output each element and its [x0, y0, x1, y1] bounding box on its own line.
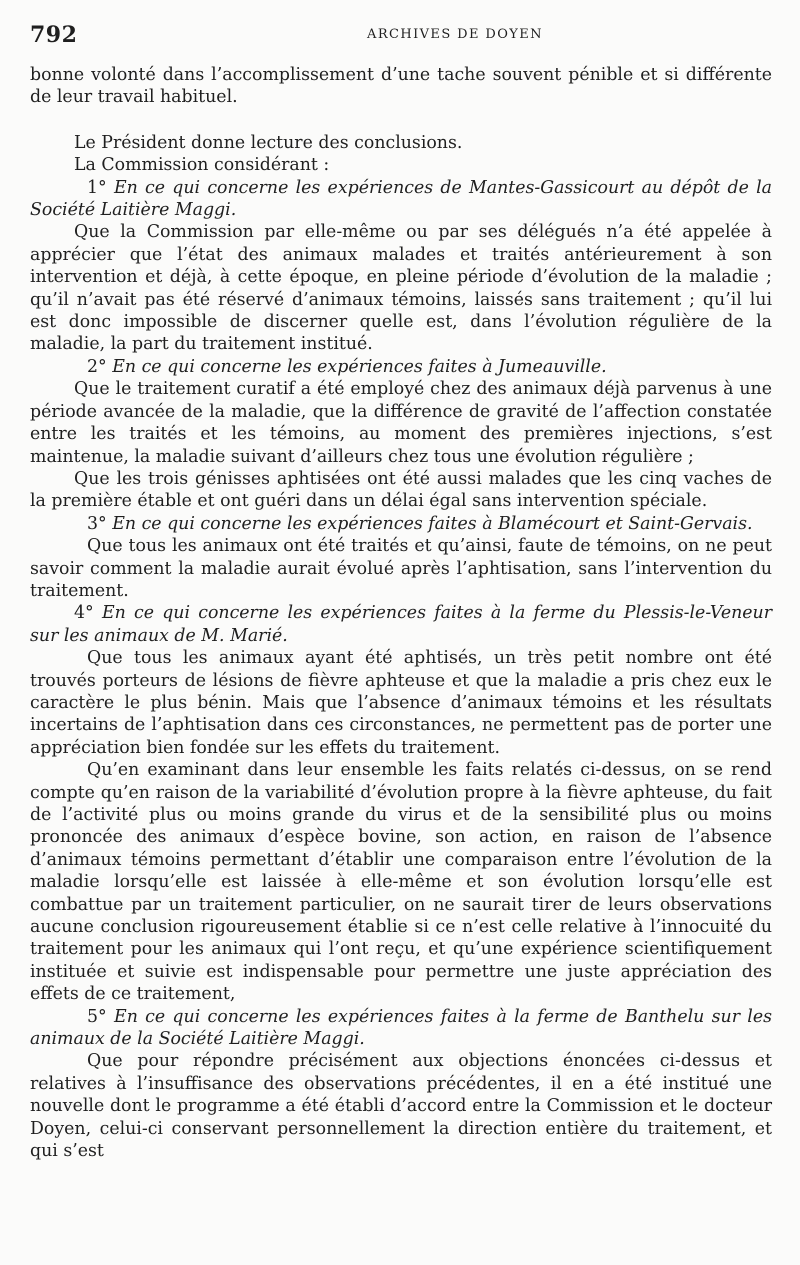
section-heading-4	[30, 602, 772, 647]
section-title-2: En ce qui concerne les expériences faites à Jumeauville.	[112, 356, 607, 377]
section-heading-5	[30, 1006, 772, 1051]
paragraph-5: Que pour répondre précisément aux objections énoncées ci-dessus et relatives à l’insuffisance des observations précédentes, il en a été institué une nouvelle dont le programme a été établi d’accord entre la Commission et le docteur Doyen, celui-ci conservant personnellement la direction entière du traitement, et qui s’est	[30, 1051, 772, 1162]
section-title-4: En ce qui concerne les expériences faites à la ferme du Plessis-le-Veneur sur les animaux de M. Marié.	[30, 603, 773, 646]
section-number-1: 1°	[87, 177, 107, 198]
section-title-5: En ce qui concerne les expériences faites à la ferme de Banthelu sur les animaux de la Société Laitière Maggi.	[30, 1006, 772, 1050]
page-number: 792	[30, 22, 78, 48]
paragraph-1: Que la Commission par elle-même ou par ses délégués n’a été appelée à apprécier que l’état des animaux malades et traités antérieurement à son intervention et déjà, à cette époque, en pleine période d’évolution de la maladie ; qu’il n’avait pas été réservé d’animaux témoins, laissés sans traitement ; qu’il lui est donc impossible de discerner quelle est, dans l’évolution régulière de la maladie, la part du traitement institué.	[30, 222, 772, 355]
paragraph-continuation: bonne volonté dans l’accomplissement d’une tache souvent pénible et si différente de leur travail habituel.	[30, 65, 772, 108]
section-number-2: 2°	[87, 356, 107, 377]
section-title-1: En ce qui concerne les expériences de Mantes-Gassicourt au dépôt de la Société Laitière Maggi.	[30, 177, 772, 221]
paragraph-2b: Que les trois génisses aphtisées ont été aussi malades que les cinq vaches de la première étable et ont guéri dans un délai égal sans intervention spéciale.	[30, 468, 772, 512]
section-number-5: 5°	[87, 1006, 107, 1027]
paragraph-president-reading: Le Président donne lecture des conclusions.	[74, 132, 463, 153]
section-title-3: En ce qui concerne les expériences faites à Blamécourt et Saint-Gervais.	[112, 513, 753, 534]
paragraph-commission-considering: La Commission considérant :	[74, 155, 330, 176]
paragraph-summary: Qu’en examinant dans leur ensemble les faits relatés ci-dessus, on se rend compte qu’en raison de la variabilité d’évolution propre à la fièvre aphteuse, du fait de l’activité plus ou moins grande du virus et de la sensibilité plus ou moins prononcée des animaux d’espèce bovine, son action, en raison de l’absence d’animaux témoins permettant d’établir une comparaison entre l’évolution de la maladie lorsqu’elle est laissée à elle-même et son évolution lorsqu’elle est combattue par un traitement particulier, on ne saurait tirer de leurs observations aucune conclusion rigoureusement établie si ce n’est celle relative à l’innocuité du traitement pour les animaux qui l’ont reçu, et qu’une expérience scientifiquement instituée et suivie est indispensable pour permettre une juste appréciation des effets de ce traitement,	[30, 760, 772, 1005]
section-heading-2	[30, 356, 772, 378]
paragraph-3: Que tous les animaux ont été traités et qu’ainsi, faute de témoins, on ne peut savoir comment la maladie aurait évolué après l’aphtisation, sans l’intervention du traitement.	[30, 536, 772, 601]
section-number-4: 4°	[74, 603, 94, 624]
running-head: ARCHIVES DE DOYEN	[367, 27, 543, 42]
section-number-3: 3°	[87, 513, 107, 534]
paragraph-2a: Que le traitement curatif a été employé chez des animaux déjà parvenus à une période avancée de la maladie, que la différence de gravité de l’affection constatée entre les traités et les témoins, au moment des premières injections, s’est maintenue, la maladie suivant d’ailleurs chez tous une évolution régulière ;	[30, 379, 772, 467]
page-header	[30, 18, 770, 48]
paragraph-4: Que tous les animaux ayant été aphtisés, un très petit nombre ont été trouvés porteurs de lésions de fièvre aphteuse et que la maladie a pris chez eux le caractère le plus bénin. Mais que l’absence d’animaux témoins et les résultats incertains de l’aphtisation dans ces circonstances, ne permettent pas de porter une appréciation bien fondée sur les effets du traitement.	[30, 648, 772, 758]
section-heading-1	[30, 177, 772, 222]
document-body	[30, 64, 772, 1163]
section-heading-3	[30, 513, 772, 535]
